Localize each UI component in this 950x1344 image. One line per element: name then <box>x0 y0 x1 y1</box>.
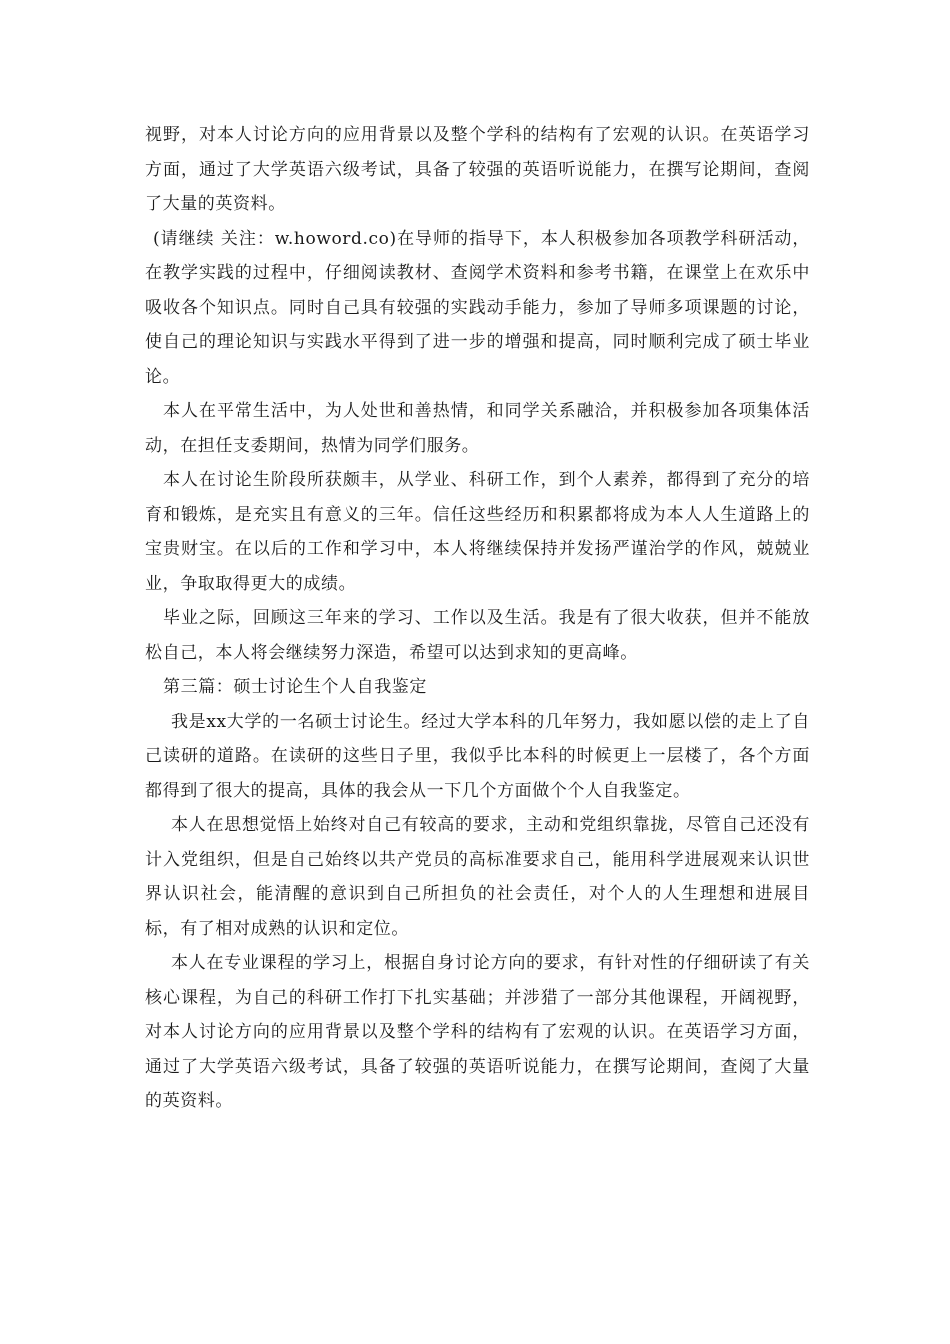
paragraph-5: 毕业之际，回顾这三年来的学习、工作以及生活。我是有了很大收获，但并不能放松自己，本人将会继续努力深造，希望可以达到求知的更高峰。 <box>145 608 810 663</box>
paragraph-2: (请继续 关注：w.howord.co)在导师的指导下，本人积极参加各项教学科研活动，在教学实践的过程中，仔细阅读教材、查阅学术资料和参考书籍，在课堂上在欢乐中吸收各个知识点。同时自己具有较强的实践动手能力，参加了导师多项课题的讨论，使自己的理论知识与实践水平得到了进一步的增强和提高，同时顺利完成了硕士毕业论。 <box>145 228 810 387</box>
paragraph-1: 视野，对本人讨论方向的应用背景以及整个学科的结构有了宏观的认识。在英语学习方面，通过了大学英语六级考试，具备了较强的英语听说能力，在撰写论期间，查阅了大量的英资料。 <box>145 125 810 214</box>
section-paragraph-2: 本人在思想觉悟上始终对自己有较高的要求，主动和党组织靠拢，尽管自己还没有计入党组织，但是自己始终以共产党员的高标准要求自己，能用科学进展观来认识世界认识社会，能清醒的意识到自己所担负的社会责任，对个人的人生理想和进展目标，有了相对成熟的认识和定位。 <box>145 815 810 939</box>
document-body <box>145 118 810 1119</box>
section-paragraph-1: 我是xx大学的一名硕士讨论生。经过大学本科的几年努力，我如愿以偿的走上了自己读研的道路。在读研的这些日子里，我似乎比本科的时候更上一层楼了，各个方面都得到了很大的提高，具体的我会从一下几个方面做个个人自我鉴定。 <box>145 711 810 801</box>
section-paragraph-3: 本人在专业课程的学习上，根据自身讨论方向的要求，有针对性的仔细研读了有关核心课程，为自己的科研工作打下扎实基础；并涉猎了一部分其他课程，开阔视野，对本人讨论方向的应用背景以及整个学科的结构有了宏观的认识。在英语学习方面，通过了大学英语六级考试，具备了较强的英语听说能力，在撰写论期间，查阅了大量的英资料。 <box>145 953 810 1111</box>
section-heading: 第三篇：硕士讨论生个人自我鉴定 <box>163 677 427 697</box>
paragraph-3: 本人在平常生活中，为人处世和善热情，和同学关系融洽，并积极参加各项集体活动，在担任支委期间，热情为同学们服务。 <box>145 401 810 456</box>
paragraph-4: 本人在讨论生阶段所获颇丰，从学业、科研工作，到个人素养，都得到了充分的培育和锻炼，是充实且有意义的三年。信任这些经历和积累都将成为本人人生道路上的宝贵财宝。在以后的工作和学习中，本人将继续保持并发扬严谨治学的作风，兢兢业业，争取取得更大的成绩。 <box>145 470 810 594</box>
